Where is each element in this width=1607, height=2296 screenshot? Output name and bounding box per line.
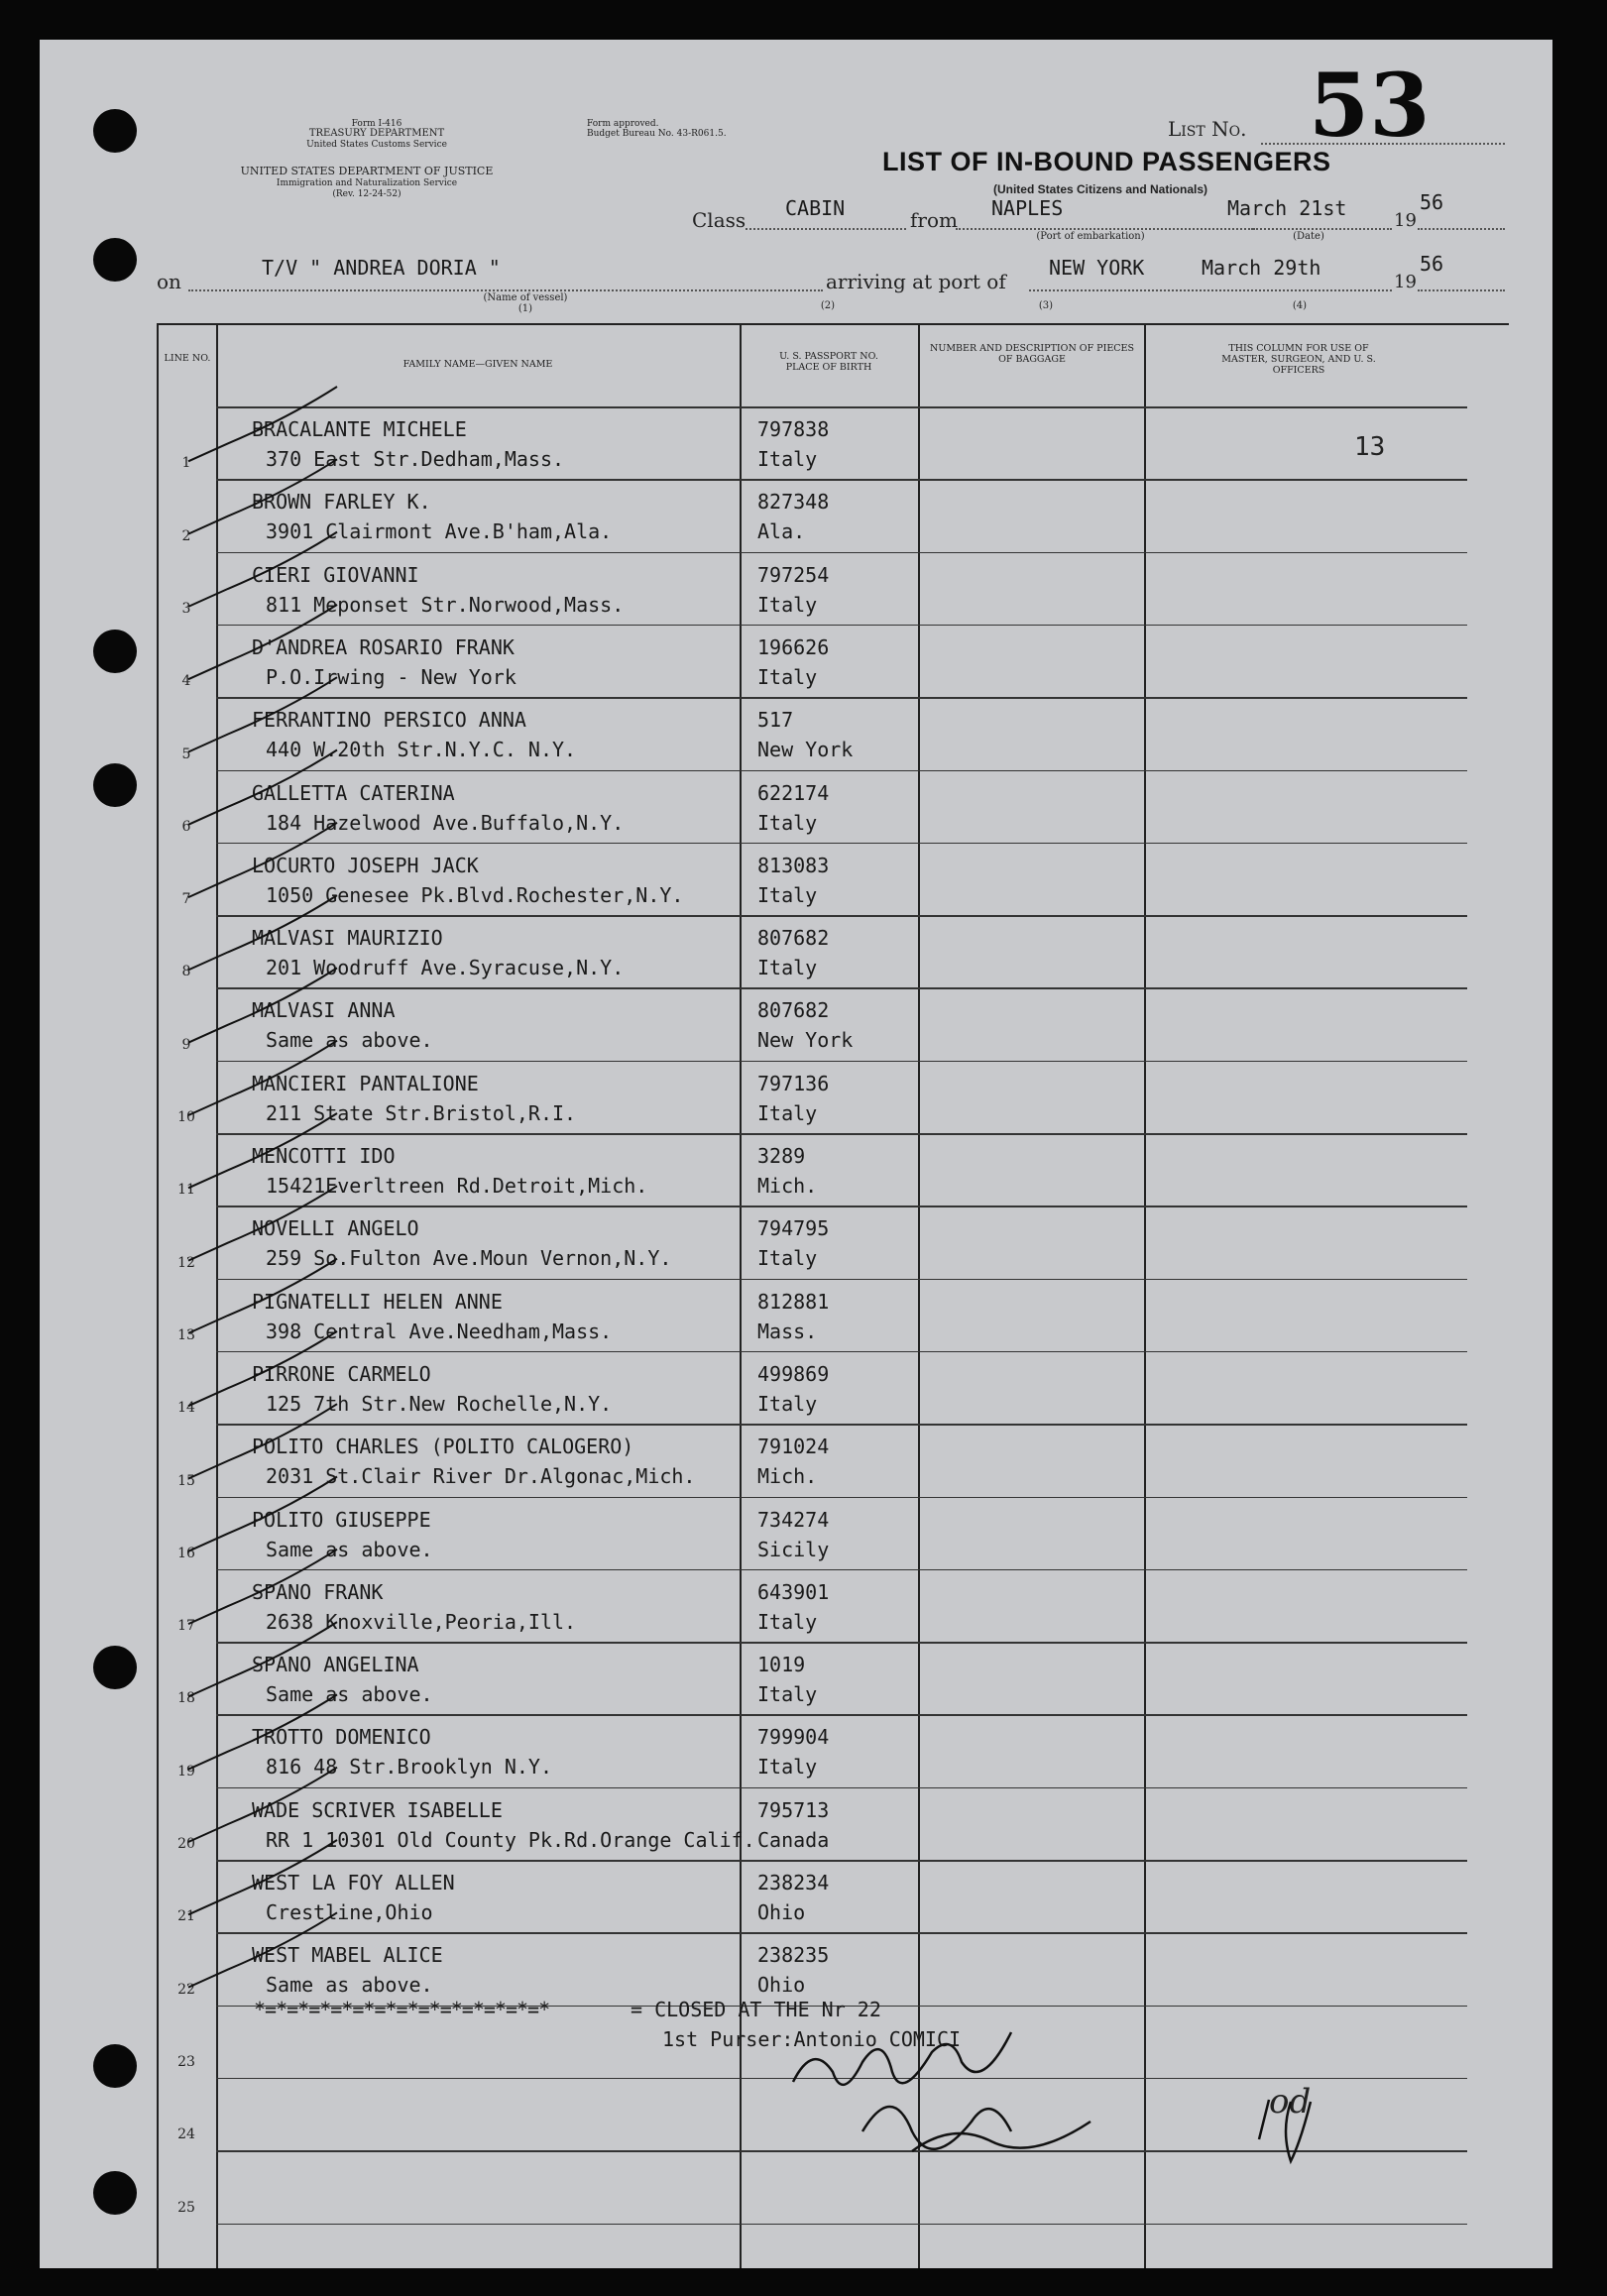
col-header-passport: U. S. PASSPORT NO. PLACE OF BIRTH — [779, 351, 878, 373]
passport-number: 517 — [757, 708, 794, 733]
col-divider-name — [740, 323, 742, 2268]
caption-2: (2) — [820, 300, 836, 311]
page-subtitle: (United States Citizens and Nationals) — [992, 182, 1208, 196]
arrival-line — [1029, 289, 1392, 291]
passport-number: 734274 — [757, 1507, 830, 1532]
passport-number: 797254 — [757, 562, 830, 587]
place-of-birth: Ohio — [757, 1900, 806, 1924]
passport-number: 827348 — [757, 490, 830, 515]
form-approved: Form approved. — [587, 119, 659, 129]
passenger-address: 211 State Str.Bristol,R.I. — [266, 1100, 577, 1125]
col-divider-passport — [918, 323, 920, 2268]
passenger-address: 811 Meponset Str.Norwood,Mass. — [266, 592, 625, 617]
binder-hole — [93, 2171, 137, 2215]
line-number: 13 — [177, 1326, 195, 1343]
passenger-name: FERRANTINO PERSICO ANNA — [252, 708, 526, 733]
place-of-birth: New York — [757, 738, 854, 762]
place-of-birth: Sicily — [757, 1537, 830, 1561]
place-of-birth: Italy — [757, 956, 818, 980]
arrival-date: March 29th — [1202, 256, 1321, 280]
vessel-line — [188, 289, 823, 291]
caption-3: (3) — [1038, 300, 1054, 311]
passenger-address: 2638 Knoxville,Peoria,Ill. — [266, 1609, 577, 1634]
row-rule — [216, 1424, 1467, 1426]
line-number: 2 — [181, 527, 191, 544]
col-header-officers: THIS COLUMN FOR USE OF MASTER, SURGEON, AND U. S. OFFICERS — [1221, 343, 1376, 376]
passenger-address: 2031 St.Clair River Dr.Algonac,Mich. — [266, 1464, 696, 1489]
passport-number: 238234 — [757, 1871, 830, 1894]
passenger-name: CIERI GIOVANNI — [252, 562, 419, 587]
row-rule — [216, 479, 1467, 481]
port-embark: NAPLES — [991, 196, 1064, 220]
passenger-address: 201 Woodruff Ave.Syracuse,N.Y. — [266, 956, 625, 980]
passenger-name: WEST MABEL ALICE — [252, 1943, 443, 1968]
col-divider-line — [216, 323, 218, 2268]
passport-number: 794795 — [757, 1216, 830, 1241]
row-rule — [216, 1642, 1467, 1644]
place-of-birth: Ala. — [757, 519, 806, 544]
place-of-birth: Italy — [757, 664, 818, 689]
line-number: 19 — [177, 1763, 195, 1779]
place-of-birth: Italy — [757, 1246, 818, 1271]
embark-date-line — [1253, 228, 1392, 230]
list-no-line — [1261, 143, 1505, 145]
place-of-birth: Italy — [757, 1609, 818, 1634]
caption-4: (4) — [1292, 300, 1308, 311]
col-header-line-no: LINE NO. — [164, 353, 211, 364]
col-divider-baggage — [1144, 323, 1146, 2268]
passenger-address: 259 So.Fulton Ave.Moun Vernon,N.Y. — [266, 1246, 672, 1271]
place-of-birth: Italy — [757, 1100, 818, 1125]
passport-number: 1019 — [757, 1653, 806, 1677]
row-rule — [216, 1279, 1467, 1281]
passenger-name: WEST LA FOY ALLEN — [252, 1871, 455, 1894]
list-no-value: 53 — [1309, 54, 1431, 157]
passenger-name: D'ANDREA ROSARIO FRANK — [252, 634, 515, 659]
passenger-name: PIRRONE CARMELO — [252, 1361, 431, 1386]
passenger-address: Same as above. — [266, 1973, 433, 1998]
passport-number: 799904 — [757, 1725, 830, 1750]
margin-note: od — [1269, 2082, 1312, 2122]
passenger-address: Same as above. — [266, 1028, 433, 1053]
row-rule — [216, 2224, 1467, 2226]
list-no-label: List No. — [1168, 117, 1247, 141]
arrival-year-suffix: 56 — [1420, 252, 1444, 276]
budget-bureau: Budget Bureau No. 43-R061.5. — [587, 129, 727, 139]
row-rule — [216, 2150, 1467, 2152]
line-number: 25 — [177, 2199, 195, 2216]
passport-number: 813083 — [757, 853, 830, 877]
place-of-birth: Ohio — [757, 1973, 806, 1998]
row-rule — [216, 1860, 1467, 1862]
passenger-name: MANCIERI PANTALIONE — [252, 1071, 479, 1095]
place-of-birth: Mass. — [757, 1319, 818, 1343]
embark-year-suffix: 56 — [1420, 190, 1444, 214]
passport-number: 797136 — [757, 1071, 830, 1095]
caption-1: (1) — [517, 303, 533, 314]
class-label: Class — [692, 208, 746, 232]
on-label: on — [157, 270, 181, 293]
line-number: 20 — [177, 1836, 195, 1852]
place-of-birth: Italy — [757, 592, 818, 617]
line-number: 1 — [181, 455, 191, 472]
row-rule — [216, 1714, 1467, 1716]
line-number: 10 — [177, 1109, 195, 1125]
row-rule — [216, 915, 1467, 917]
row-rule — [216, 552, 1467, 554]
class-value: CABIN — [785, 196, 846, 220]
passenger-address: 370 East Str.Dedham,Mass. — [266, 447, 565, 471]
passport-number: 622174 — [757, 780, 830, 805]
vessel-name: T/V " ANDREA DORIA " — [262, 256, 501, 280]
passenger-name: POLITO CHARLES (POLITO CALOGERO) — [252, 1435, 634, 1459]
justice-dept: UNITED STATES DEPARTMENT OF JUSTICE — [240, 165, 494, 177]
treasury-dept: TREASURY DEPARTMENT — [308, 128, 445, 139]
line-number: 7 — [181, 891, 191, 908]
arrival-year-prefix: 19 — [1394, 272, 1417, 292]
passenger-name: SPANO ANGELINA — [252, 1653, 419, 1677]
closing-dashes: *=*=*=*=*=*=*=*=*=*=*=*=*=* — [254, 1998, 550, 2021]
line-number: 12 — [177, 1254, 195, 1271]
row-rule — [216, 1787, 1467, 1789]
revision-date: (Rev. 12-24-52) — [332, 189, 402, 199]
line-number: 17 — [177, 1618, 195, 1635]
passenger-name: GALLETTA CATERINA — [252, 780, 455, 805]
line-number: 9 — [181, 1036, 191, 1053]
passenger-name: WADE SCRIVER ISABELLE — [252, 1797, 503, 1822]
passenger-name: MENCOTTI IDO — [252, 1144, 396, 1168]
passport-number: 812881 — [757, 1289, 830, 1314]
passport-number: 795713 — [757, 1797, 830, 1822]
passenger-name: LOCURTO JOSEPH JACK — [252, 853, 479, 877]
passenger-name: NOVELLI ANGELO — [252, 1216, 419, 1241]
port-embark-line — [956, 228, 1253, 230]
line-number: 5 — [181, 746, 191, 762]
col-header-name: FAMILY NAME—GIVEN NAME — [402, 359, 553, 370]
place-of-birth: Mich. — [757, 1464, 818, 1489]
line-number: 18 — [177, 1690, 195, 1707]
passport-number: 238235 — [757, 1943, 830, 1968]
passenger-address: 1050 Genesee Pk.Blvd.Rochester,N.Y. — [266, 882, 684, 907]
arriving-label: arriving at port of — [826, 270, 1006, 293]
binder-hole — [93, 238, 137, 282]
form-number: Form I-416 — [351, 119, 402, 129]
row-rule — [216, 843, 1467, 845]
line-number: 16 — [177, 1545, 195, 1561]
line-number: 23 — [177, 2053, 195, 2070]
customs-service: United States Customs Service — [306, 140, 447, 150]
purser-line: 1st Purser:Antonio COMICI — [662, 2027, 962, 2051]
embark-year-line — [1418, 228, 1505, 230]
document-page — [40, 40, 1552, 2268]
row-rule — [216, 1497, 1467, 1499]
place-of-birth: Italy — [757, 1755, 818, 1779]
line-number: 11 — [177, 1182, 195, 1199]
passenger-address: Crestline,Ohio — [266, 1900, 433, 1924]
row-rule — [216, 1061, 1467, 1063]
place-of-birth: New York — [757, 1028, 854, 1053]
passenger-address: P.O.Irwing - New York — [266, 664, 517, 689]
port-embark-caption: (Port of embarkation) — [1036, 231, 1145, 242]
row-rule — [216, 625, 1467, 627]
row-rule — [216, 1569, 1467, 1571]
vessel-caption: (Name of vessel) — [483, 292, 568, 303]
embark-date: March 21st — [1227, 196, 1347, 220]
arrival-year-line — [1418, 289, 1505, 291]
passenger-name: POLITO GIUSEPPE — [252, 1507, 431, 1532]
embark-year-prefix: 19 — [1394, 210, 1417, 231]
passport-number: 807682 — [757, 926, 830, 951]
place-of-birth: Italy — [757, 447, 818, 471]
passenger-address: 398 Central Ave.Needham,Mass. — [266, 1319, 613, 1343]
passenger-name: PIGNATELLI HELEN ANNE — [252, 1289, 503, 1314]
passenger-address: Same as above. — [266, 1682, 433, 1707]
line-number: 22 — [177, 1981, 195, 1998]
passport-number: 196626 — [757, 634, 830, 659]
passenger-address: RR 1 10301 Old County Pk.Rd.Orange Calif. — [266, 1827, 755, 1852]
line-number: 14 — [177, 1400, 195, 1417]
passenger-name: BROWN FARLEY K. — [252, 490, 431, 515]
passport-number: 499869 — [757, 1361, 830, 1386]
passenger-address: 125 7th Str.New Rochelle,N.Y. — [266, 1391, 613, 1416]
line-number: 24 — [177, 2126, 195, 2143]
date-caption: (Date) — [1293, 231, 1324, 242]
passenger-name: MALVASI ANNA — [252, 998, 396, 1023]
passenger-address: 816 48 Str.Brooklyn N.Y. — [266, 1755, 552, 1779]
binder-hole — [93, 1646, 137, 1689]
passenger-address: 3901 Clairmont Ave.B'ham,Ala. — [266, 519, 613, 544]
line-number: 21 — [177, 1908, 195, 1925]
header-rule — [216, 406, 1467, 408]
page-title: LIST OF IN-BOUND PASSENGERS — [882, 147, 1331, 176]
binder-hole — [93, 630, 137, 673]
place-of-birth: Canada — [757, 1827, 830, 1852]
place-of-birth: Italy — [757, 810, 818, 835]
passenger-address: Same as above. — [266, 1537, 433, 1561]
class-line — [746, 228, 906, 230]
line-number: 15 — [177, 1472, 195, 1489]
officer-note: 13 — [1354, 432, 1386, 462]
passenger-address: 15421Everltreen Rd.Detroit,Mich. — [266, 1174, 648, 1198]
line-number: 8 — [181, 964, 191, 980]
passport-number: 643901 — [757, 1579, 830, 1604]
binder-hole — [93, 109, 137, 153]
passport-number: 791024 — [757, 1435, 830, 1459]
binder-hole — [93, 763, 137, 807]
row-rule — [216, 770, 1467, 772]
line-number: 3 — [181, 600, 191, 617]
passenger-name: BRACALANTE MICHELE — [252, 417, 467, 441]
row-rule — [216, 1205, 1467, 1207]
row-rule — [216, 987, 1467, 989]
place-of-birth: Mich. — [757, 1174, 818, 1198]
passenger-name: MALVASI MAURIZIO — [252, 926, 443, 951]
row-rule — [216, 1351, 1467, 1353]
line-number: 6 — [181, 818, 191, 835]
from-label: from — [910, 208, 958, 232]
place-of-birth: Italy — [757, 1682, 818, 1707]
closing-statement: = CLOSED AT THE Nr 22 — [631, 1998, 881, 2021]
line-number: 4 — [181, 673, 191, 690]
passenger-name: SPANO FRANK — [252, 1579, 384, 1604]
passenger-name: TROTTO DOMENICO — [252, 1725, 431, 1750]
place-of-birth: Italy — [757, 1391, 818, 1416]
row-rule — [216, 2078, 1467, 2080]
ins-service: Immigration and Naturalization Service — [276, 178, 458, 188]
col-header-baggage: NUMBER AND DESCRIPTION OF PIECES OF BAGGAGE — [930, 343, 1134, 365]
binder-hole — [93, 2044, 137, 2088]
passenger-address: 440 W.20th Str.N.Y.C. N.Y. — [266, 738, 577, 762]
passport-number: 807682 — [757, 998, 830, 1023]
row-rule — [216, 697, 1467, 699]
row-rule — [216, 1133, 1467, 1135]
arrival-port: NEW YORK — [1049, 256, 1145, 280]
place-of-birth: Italy — [757, 882, 818, 907]
passport-number: 3289 — [757, 1144, 806, 1168]
row-rule — [216, 1932, 1467, 1934]
passport-number: 797838 — [757, 417, 830, 441]
passenger-address: 184 Hazelwood Ave.Buffalo,N.Y. — [266, 810, 625, 835]
